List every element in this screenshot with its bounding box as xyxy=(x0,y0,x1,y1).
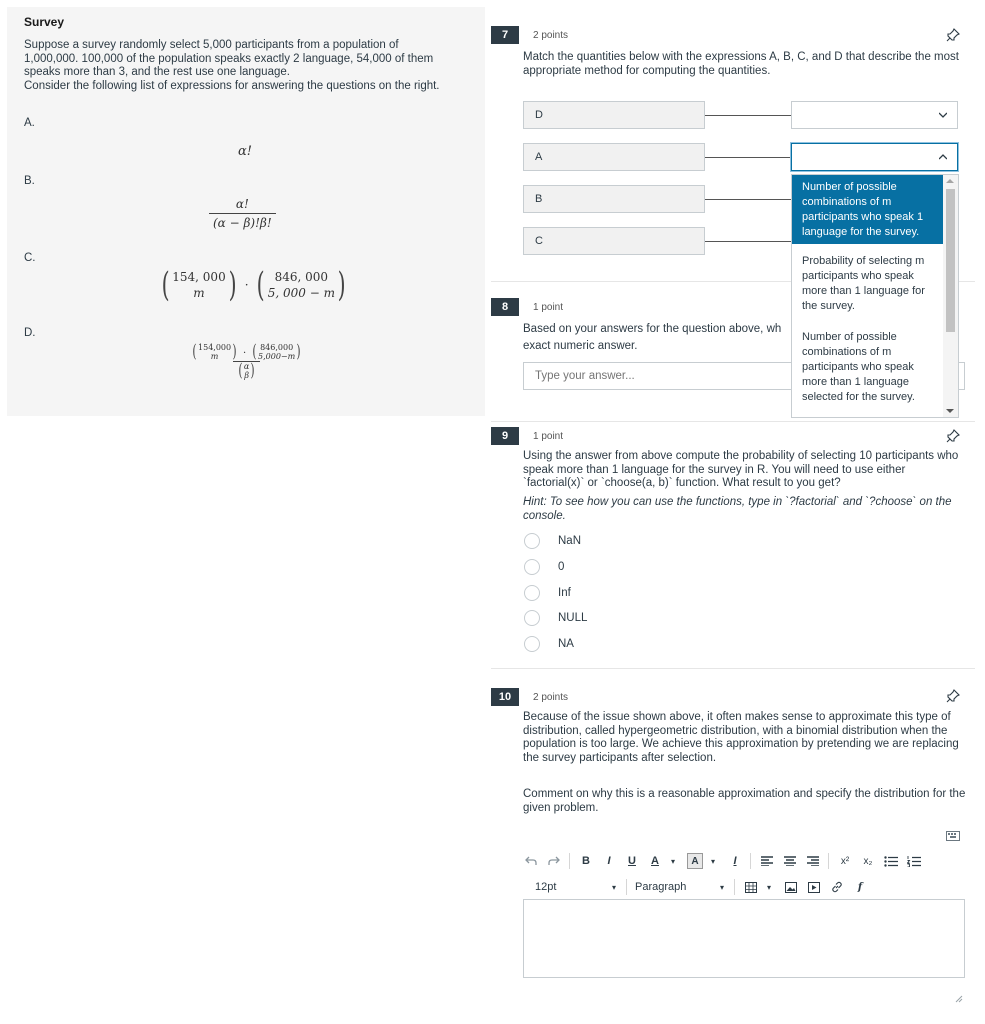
question-text-line2: Comment on why this is a reasonable approximation and specify the distribution for the given problem. xyxy=(523,788,966,814)
align-center-icon[interactable] xyxy=(782,853,798,869)
question-text-line2: exact numeric answer. xyxy=(523,340,638,352)
choice-na[interactable] xyxy=(524,635,574,653)
underline-button[interactable]: U xyxy=(628,855,636,867)
caret-down-icon[interactable]: ▾ xyxy=(611,882,616,892)
option-label-b: B. xyxy=(24,175,35,187)
table-icon[interactable] xyxy=(743,879,759,895)
binom-top: 846,000 xyxy=(260,343,294,352)
binom-bottom: 5, 000 − m xyxy=(267,286,335,300)
match-dropdown-list[interactable] xyxy=(791,174,959,418)
dropdown-option[interactable]: Number of possible combinations of m participants who speak more than 1 language selected for the survey. xyxy=(802,331,915,403)
question-text: Because of the issue shown above, it often makes sense to approximate this type of distribution, called hypergeometric distribution, with a binomial distribution when the population is too large. We achieve this approximation by pretending we are replacing the survey participants after selection. xyxy=(523,711,959,764)
match-select-d[interactable] xyxy=(791,101,958,129)
choice-label: NaN xyxy=(558,535,582,547)
binom-top: 154,000 xyxy=(198,343,232,352)
match-connector xyxy=(705,115,791,116)
clear-formatting-button[interactable]: I xyxy=(733,855,737,867)
keyboard-icon[interactable] xyxy=(946,829,960,841)
radio-button[interactable] xyxy=(524,559,540,575)
match-item-d: D xyxy=(523,101,705,129)
question-number-7: 7 xyxy=(491,26,519,44)
media-icon[interactable] xyxy=(806,879,822,895)
choice-label: 0 xyxy=(558,561,565,573)
expression-a: α! xyxy=(238,144,253,159)
option-label-a: A. xyxy=(24,117,35,129)
binom-bottom: m xyxy=(210,352,219,361)
redo-icon[interactable] xyxy=(546,853,562,869)
subscript-button[interactable]: x₂ xyxy=(863,855,873,867)
question-number-8: 8 xyxy=(491,298,519,316)
numbered-list-icon[interactable] xyxy=(906,853,922,869)
block-format-select[interactable]: Paragraph xyxy=(635,881,687,893)
font-color-button[interactable]: A xyxy=(651,855,659,867)
undo-icon[interactable] xyxy=(523,853,539,869)
question-text: Based on your answers for the question above, wh xyxy=(523,323,782,335)
pin-icon[interactable] xyxy=(946,28,960,42)
editor-toolbar-row-1 xyxy=(523,853,929,869)
question-text: Using the answer from above compute the probability of selecting 10 participants who speak more than 1 language for the survey in R. You will need to use either `factorial(x)` or `choose(a, b)` function. What result to you get? xyxy=(523,450,959,489)
caret-down-icon[interactable]: ▾ xyxy=(710,856,715,866)
expression-c: ( 154, 000 m ) · ( 846, 000 5, 000 − m ) xyxy=(161,265,346,305)
choice-label: NULL xyxy=(558,612,588,624)
match-item-b: B xyxy=(523,185,705,213)
radio-button[interactable] xyxy=(524,610,540,626)
resize-handle-icon[interactable] xyxy=(955,995,963,1003)
dropdown-option[interactable]: Number of possible combinations of m participants who speak 1 language for the survey. xyxy=(792,175,944,244)
binom-bottom: β xyxy=(244,371,249,380)
survey-panel xyxy=(7,7,485,416)
caret-down-icon[interactable]: ▾ xyxy=(719,882,724,892)
formula-button[interactable]: f xyxy=(857,881,863,893)
pin-icon[interactable] xyxy=(946,689,960,703)
editor-toolbar-row-2 xyxy=(523,879,875,895)
bullet-list-icon[interactable] xyxy=(883,853,899,869)
align-left-icon[interactable] xyxy=(759,853,775,869)
superscript-button[interactable]: x² xyxy=(840,855,850,867)
question-points: 1 point xyxy=(533,302,564,313)
survey-line: speaks more than 3, and the rest use one language. xyxy=(24,66,290,78)
toolbar-separator xyxy=(734,879,735,895)
toolbar-separator xyxy=(626,879,627,895)
question-text: Match the quantities below with the expressions A, B, C, and D that describe the most appropriate method for computing the quantities. xyxy=(523,51,959,77)
highlight-color-button[interactable]: A xyxy=(687,853,703,869)
choice-0[interactable] xyxy=(524,558,564,576)
choice-inf[interactable] xyxy=(524,584,571,602)
expression-b xyxy=(209,197,276,230)
caret-down-icon[interactable]: ▾ xyxy=(766,882,771,892)
dropdown-scrollbar[interactable] xyxy=(943,175,958,417)
bold-button[interactable]: B xyxy=(582,855,590,867)
toolbar-separator xyxy=(569,853,570,869)
multiply-dot: · xyxy=(242,347,247,359)
choice-label: NA xyxy=(558,638,574,650)
italic-button[interactable]: I xyxy=(607,855,611,867)
question-points: 1 point xyxy=(533,431,564,442)
match-connector xyxy=(705,241,791,242)
scroll-down-arrow[interactable] xyxy=(946,409,954,413)
match-select-a[interactable] xyxy=(791,143,958,171)
survey-title: Survey xyxy=(24,15,65,29)
dropdown-option[interactable]: Probability of selecting m participants who speak more than 1 language for the survey. xyxy=(802,255,925,312)
option-label-d: D. xyxy=(24,327,36,339)
question-number-9: 9 xyxy=(491,427,519,445)
caret-down-icon[interactable]: ▾ xyxy=(670,856,675,866)
choice-nan[interactable] xyxy=(524,532,581,550)
radio-button[interactable] xyxy=(524,636,540,652)
expression-d: ( 154,000 m ) · ( 846,000 5,000−m ) ( α β ) xyxy=(192,341,301,381)
match-connector xyxy=(705,199,791,200)
multiply-dot: · xyxy=(244,277,249,292)
expression-b-denominator: (α − β)!β! xyxy=(209,213,276,230)
binom-bottom: 5,000−m xyxy=(258,352,296,361)
toolbar-separator xyxy=(828,853,829,869)
binom-top: α xyxy=(243,362,250,371)
binom-top: 846, 000 xyxy=(274,270,329,284)
binom-bottom: m xyxy=(193,286,205,300)
binom-top: 154, 000 xyxy=(172,270,226,284)
question-hint: Hint: To see how you can use the functions, type in `?factorial` and `?choose` on the console. xyxy=(523,496,952,522)
chevron-up-icon xyxy=(939,153,947,161)
question-number-10: 10 xyxy=(491,688,519,706)
image-icon[interactable] xyxy=(783,879,799,895)
question-divider xyxy=(491,421,975,422)
question-points: 2 points xyxy=(533,692,569,703)
scrollbar-thumb[interactable] xyxy=(946,189,955,332)
match-item-c: C xyxy=(523,227,705,255)
scroll-up-arrow[interactable] xyxy=(946,179,954,183)
option-label-c: C. xyxy=(24,252,36,264)
survey-line: Consider the following list of expressions for answering the questions on the right. xyxy=(24,79,440,92)
question-divider xyxy=(491,668,975,669)
match-item-a: A xyxy=(523,143,705,171)
chevron-down-icon xyxy=(939,111,947,119)
expression-b-numerator: α! xyxy=(235,197,249,211)
pin-icon[interactable] xyxy=(946,429,960,443)
choice-null[interactable] xyxy=(524,609,587,627)
question-points: 2 points xyxy=(533,30,569,41)
match-connector xyxy=(705,157,791,158)
toolbar-separator xyxy=(750,853,751,869)
radio-button[interactable] xyxy=(524,585,540,601)
choice-label: Inf xyxy=(558,587,571,599)
align-right-icon[interactable] xyxy=(805,853,821,869)
radio-button[interactable] xyxy=(524,533,540,549)
link-icon[interactable] xyxy=(829,879,845,895)
survey-line: 1,000,000. 100,000 of the population speaks exactly 2 language, 54,000 of them xyxy=(24,52,434,65)
survey-description xyxy=(24,39,474,93)
survey-line: Suppose a survey randomly select 5,000 participants from a population of xyxy=(24,39,399,51)
font-size-select[interactable]: 12pt xyxy=(535,881,557,893)
rich-text-editor[interactable] xyxy=(523,899,965,978)
